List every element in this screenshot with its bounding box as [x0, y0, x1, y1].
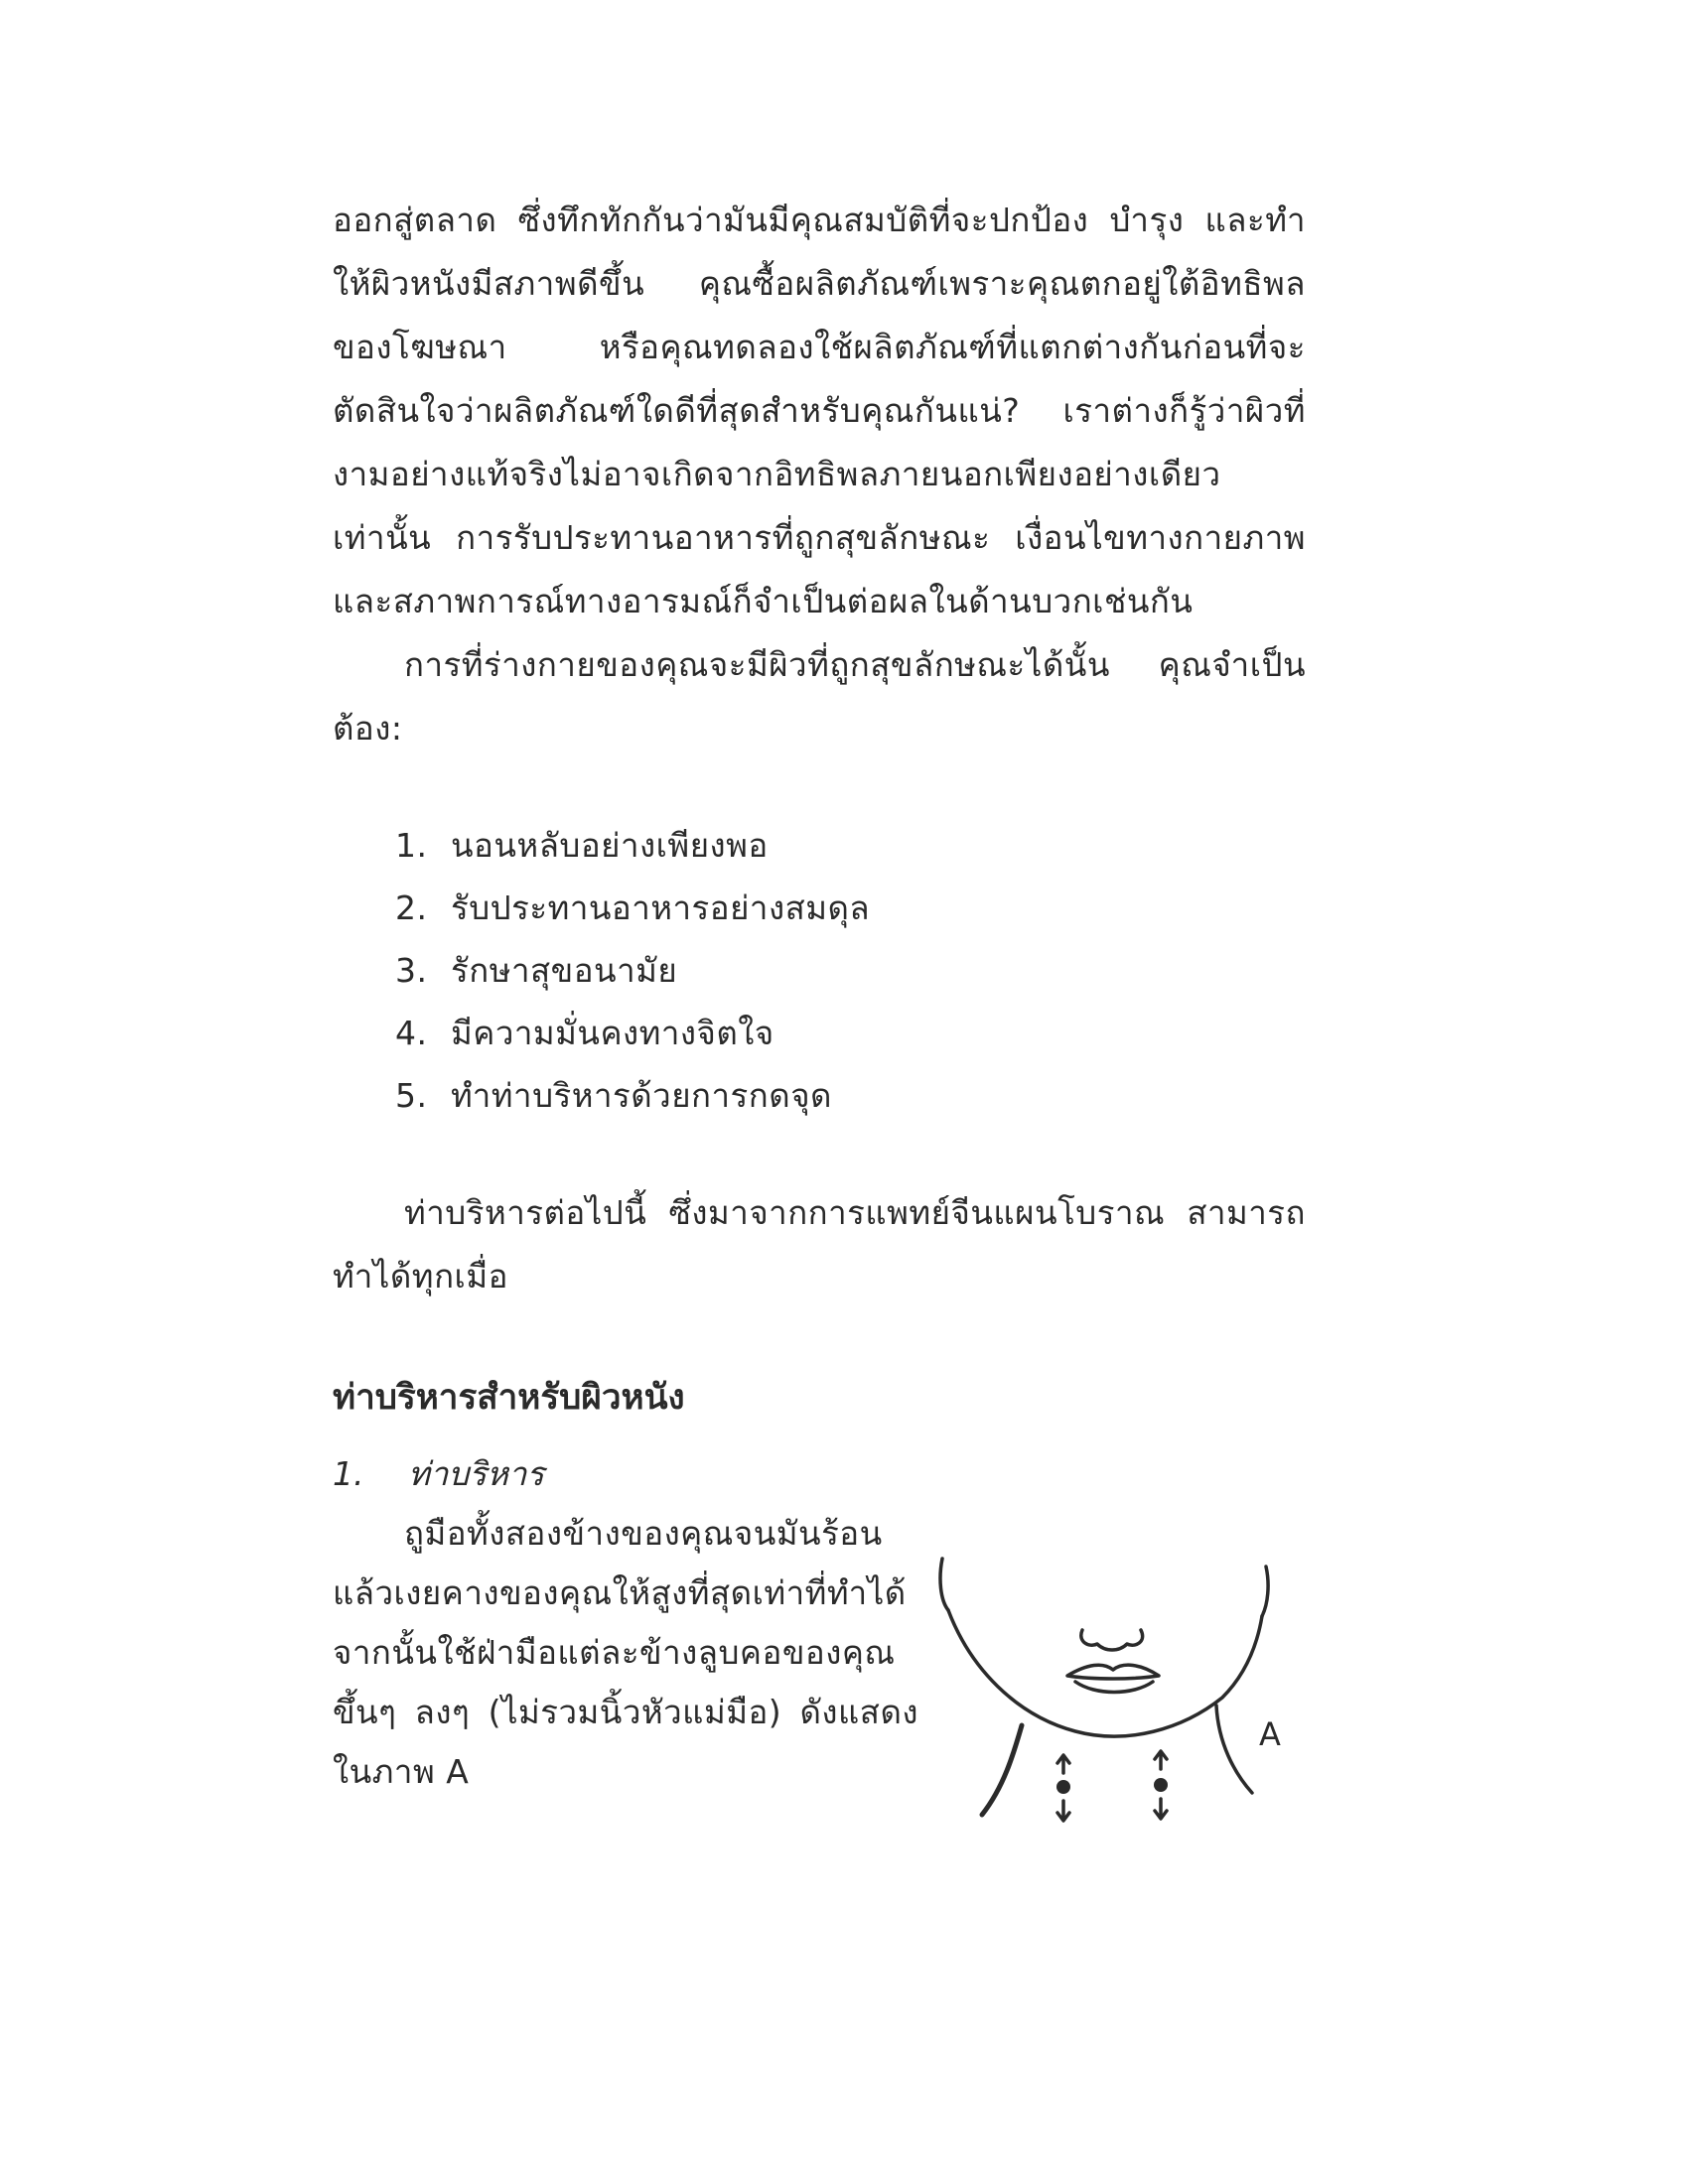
text-line: ต้อง:	[333, 709, 403, 748]
text-line	[333, 633, 1306, 697]
list-item-text: ทำท่าบริหารด้วยการกดจุด	[451, 1076, 832, 1115]
right-neck-line	[1216, 1706, 1252, 1793]
text-line	[333, 1181, 1306, 1245]
paragraph-intro	[333, 189, 1306, 633]
left-pressure-point	[1056, 1780, 1070, 1794]
text-line: ในภาพ A	[333, 1752, 470, 1791]
lower-lip	[1075, 1682, 1153, 1693]
list-item-text: รักษาสุขอนามัย	[451, 951, 678, 990]
neck-massage-illustration-icon	[938, 1549, 1316, 1856]
text-line: จากนั้นใช้ฝ่ามือแต่ละข้างลูบคอของคุณ	[333, 1633, 896, 1672]
list-item-number: 5.	[395, 1076, 428, 1115]
text-line	[333, 1504, 918, 1564]
jaw-outline	[948, 1610, 1262, 1736]
text-line: เท่านั้น การรับประทานอาหารที่ถูกสุขลักษณะ เงื่อนไขทางกายภาพ	[333, 518, 1306, 557]
list-item-number: 3.	[395, 951, 428, 990]
exercise-number: 1.	[333, 1454, 364, 1493]
text-line-content: ถูมือทั้งสองข้างของคุณจนมันร้อน	[404, 1514, 883, 1553]
figure-drawing	[938, 1549, 1316, 1856]
exercise-subheading	[333, 1447, 544, 1500]
text-line-content: การที่ร่างกายของคุณจะมีผิวที่ถูกสุขลักษณะได้นั้น คุณจำเป็น	[404, 645, 1306, 684]
list-item-number: 1.	[395, 826, 428, 865]
exercise-title: ท่าบริหาร	[408, 1454, 544, 1493]
text-line: งามอย่างแท้จริงไม่อาจเกิดจากอิทธิพลภายนอกเพียงอย่างเดียว	[333, 455, 1221, 493]
text-line: ให้ผิวหนังมีสภาพดีขึ้น คุณซื้อผลิตภัณฑ์เพราะคุณตกอยู่ใต้อิทธิพล	[333, 264, 1306, 303]
list-item-text: รับประทานอาหารอย่างสมดุล	[451, 888, 871, 927]
right-ear	[1262, 1567, 1268, 1616]
text-line: และสภาพการณ์ทางอารมณ์ก็จำเป็นต่อผลในด้านบวกเช่นกัน	[333, 582, 1194, 620]
right-pressure-point	[1154, 1778, 1168, 1792]
left-neck-line	[982, 1725, 1022, 1815]
text-line-content: ท่าบริหารต่อไปนี้ ซึ่งมาจากการแพทย์จีนแผนโบราณ สามารถ	[404, 1193, 1306, 1232]
exercise-instructions	[333, 1504, 918, 1802]
text-line: ตัดสินใจว่าผลิตภัณฑ์ใดดีที่สุดสำหรับคุณกันแน่? เราต่างก็รู้ว่าผิวที่	[333, 391, 1306, 430]
list-item-text: มีความมั่นคงทางจิตใจ	[451, 1014, 774, 1052]
text-line: แล้วเงยคางของคุณให้สูงที่สุดเท่าที่ทำได้	[333, 1573, 907, 1612]
requirements-list	[395, 814, 870, 1127]
section-heading: ท่าบริหารสำหรับผิวหนัง	[333, 1378, 685, 1418]
text-line: ออกสู่ตลาด ซึ่งทึกทักกันว่ามันมีคุณสมบัติที่จะปกป้อง บำรุง และทำ	[333, 201, 1306, 239]
list-item	[395, 1064, 870, 1127]
paragraph-requirements	[333, 633, 1306, 760]
paragraph-exercise-intro	[333, 1181, 1306, 1308]
list-item	[395, 939, 870, 1002]
nose	[1081, 1630, 1143, 1650]
list-item	[395, 814, 870, 877]
left-ear	[940, 1559, 948, 1610]
list-item	[395, 1002, 870, 1064]
list-item	[395, 877, 870, 939]
text-line: ของโฆษณา หรือคุณทดลองใช้ผลิตภัณฑ์ที่แตกต่างกันก่อนที่จะ	[333, 328, 1306, 366]
figure-label: A	[1259, 1715, 1281, 1753]
list-item-number: 2.	[395, 888, 428, 927]
text-line: ขึ้นๆ ลงๆ (ไม่รวมนิ้วหัวแม่มือ) ดังแสดง	[333, 1693, 918, 1731]
text-line: ทำได้ทุกเมื่อ	[333, 1257, 508, 1296]
list-item-number: 4.	[395, 1014, 428, 1052]
list-item-text: นอนหลับอย่างเพียงพอ	[451, 826, 769, 865]
upper-lip	[1067, 1665, 1159, 1679]
